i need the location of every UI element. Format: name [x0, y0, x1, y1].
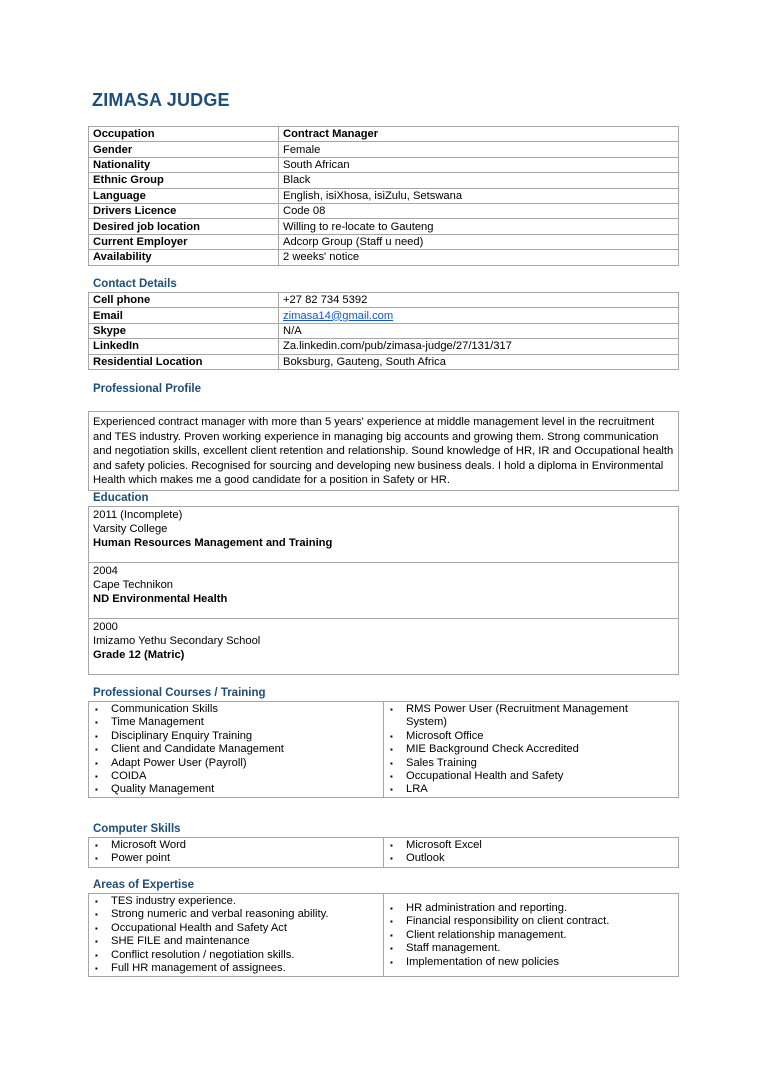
- list-item: ▪ Staff management.: [386, 942, 676, 955]
- field-label: Skype: [89, 323, 279, 338]
- field-value: Black: [279, 173, 679, 188]
- field-value: +27 82 734 5392: [279, 293, 679, 308]
- list-item: ▪ Microsoft Word: [91, 839, 381, 852]
- field-value: Code 08: [279, 203, 679, 218]
- education-entry: [88, 563, 679, 619]
- table-row: [89, 323, 679, 338]
- table-row: [89, 354, 679, 369]
- email-link[interactable]: zimasa14@gmail.com: [283, 309, 394, 322]
- field-label: Drivers Licence: [89, 203, 279, 218]
- section-title: Areas of Expertise: [93, 879, 194, 891]
- education-entry: [88, 506, 679, 563]
- education-institution: Imizamo Yethu Secondary School: [93, 635, 261, 647]
- courses-section: [88, 686, 679, 798]
- table-row: [89, 234, 679, 249]
- education-year: 2004: [93, 565, 118, 577]
- list-item: ▪ HR administration and reporting.: [386, 902, 676, 915]
- list-item: ▪ Full HR management of assignees.: [91, 962, 381, 975]
- expertise-left-column: [89, 894, 384, 976]
- table-row: [89, 250, 679, 265]
- list-item: ▪ Occupational Health and Safety Act: [91, 922, 381, 935]
- courses-table: [88, 701, 679, 798]
- list-item: ▪ RMS Power User (Recruitment Management: [386, 703, 676, 716]
- education-year: 2011 (Incomplete): [93, 509, 183, 521]
- list-item: ▪ Microsoft Office: [386, 730, 676, 743]
- list-item: ▪ Power point: [91, 852, 381, 865]
- field-label: Cell phone: [89, 293, 279, 308]
- table-row: [89, 173, 679, 188]
- table-row: [89, 339, 679, 354]
- field-value: 2 weeks' notice: [279, 250, 679, 265]
- field-label: LinkedIn: [89, 339, 279, 354]
- field-label: Residential Location: [89, 354, 279, 369]
- list-item: ▪ TES industry experience.: [91, 895, 381, 908]
- list-item: ▪ LRA: [386, 783, 676, 796]
- section-title: Computer Skills: [93, 823, 181, 835]
- section-title: Education: [93, 492, 149, 504]
- field-label: Availability: [89, 250, 279, 265]
- personal-details-table: [88, 126, 679, 266]
- field-label: Email: [89, 308, 279, 323]
- candidate-name: ZIMASA JUDGE: [92, 90, 230, 110]
- table-row: [89, 127, 679, 142]
- contact-details-section: [88, 277, 679, 370]
- list-item: ▪ Implementation of new policies: [386, 956, 676, 969]
- field-label: Gender: [89, 142, 279, 157]
- list-item: ▪ Communication Skills: [91, 703, 381, 716]
- field-label: Occupation: [89, 127, 279, 142]
- section-title: Contact Details: [93, 278, 177, 290]
- table-row: [89, 308, 679, 323]
- list-item: ▪ MIE Background Check Accredited: [386, 743, 676, 756]
- table-row: [89, 157, 679, 172]
- list-item-continuation: System): [406, 716, 448, 729]
- field-value: Willing to re-locate to Gauteng: [279, 219, 679, 234]
- list-item: ▪ Financial responsibility on client contract.: [386, 915, 676, 928]
- field-value: English, isiXhosa, isiZulu, Setswana: [279, 188, 679, 203]
- field-value: Boksburg, Gauteng, South Africa: [279, 354, 679, 369]
- list-item: ▪ Conflict resolution / negotiation skills.: [91, 949, 381, 962]
- list-item: ▪ Time Management: [91, 716, 381, 729]
- professional-profile-section: [88, 382, 679, 491]
- list-item: ▪ Disciplinary Enquiry Training: [91, 730, 381, 743]
- field-label: Language: [89, 188, 279, 203]
- list-item: ▪ Client and Candidate Management: [91, 743, 381, 756]
- courses-right-column: [384, 702, 678, 797]
- field-value: Female: [279, 142, 679, 157]
- field-label: Ethnic Group: [89, 173, 279, 188]
- education-year: 2000: [93, 621, 118, 633]
- list-item: ▪ Adapt Power User (Payroll): [91, 757, 381, 770]
- list-item: ▪ Outlook: [386, 852, 676, 865]
- email-link-cell: [279, 308, 679, 323]
- field-value: Contract Manager: [279, 127, 679, 142]
- computer-skills-section: [88, 822, 679, 868]
- list-item: ▪ SHE FILE and maintenance: [91, 935, 381, 948]
- field-value: N/A: [279, 323, 679, 338]
- table-row: [89, 203, 679, 218]
- education-institution: Varsity College: [93, 523, 168, 535]
- list-item: ▪ Strong numeric and verbal reasoning ability.: [91, 908, 381, 921]
- expertise-section: [88, 878, 679, 977]
- table-row: [89, 188, 679, 203]
- computer-left-column: [89, 838, 384, 867]
- field-value: Adcorp Group (Staff u need): [279, 234, 679, 249]
- table-row: [89, 219, 679, 234]
- profile-text: Experienced contract manager with more than 5 years' experience at middle management level in the recruitment and TES industry. Proven working experience in managing big accounts and growing them. Strong communication and negotiation skills, excellent client retention and relationship. Sound knowledge of HR, IR and Occupational health and safety policies. Recognised for sourcing and developing new business deals. I hold a diploma in Environmental Health which makes me a good candidate for a position in Safety or HR.: [88, 411, 679, 491]
- field-label: Nationality: [89, 157, 279, 172]
- field-value: South African: [279, 157, 679, 172]
- field-label: Current Employer: [89, 234, 279, 249]
- list-item: ▪ Microsoft Excel: [386, 839, 676, 852]
- education-qualification: Grade 12 (Matric): [93, 649, 185, 661]
- list-item: ▪ Quality Management: [91, 783, 381, 796]
- list-item: ▪ Sales Training: [386, 757, 676, 770]
- computer-right-column: [384, 838, 678, 867]
- contact-details-table: [88, 292, 679, 370]
- education-qualification: Human Resources Management and Training: [93, 537, 333, 549]
- education-institution: Cape Technikon: [93, 579, 174, 591]
- field-value: Za.linkedin.com/pub/zimasa-judge/27/131/317: [279, 339, 679, 354]
- field-label: Desired job location: [89, 219, 279, 234]
- list-item: ▪ Client relationship management.: [386, 929, 676, 942]
- list-item: ▪ Occupational Health and Safety: [386, 770, 676, 783]
- section-title: Professional Profile: [93, 383, 202, 395]
- education-section: [88, 491, 679, 675]
- education-qualification: ND Environmental Health: [93, 593, 228, 605]
- courses-left-column: [89, 702, 384, 797]
- expertise-right-column: [384, 894, 678, 976]
- expertise-table: [88, 893, 679, 977]
- table-row: [89, 142, 679, 157]
- table-row: [89, 293, 679, 308]
- personal-details-section: [88, 126, 679, 266]
- education-entry: [88, 619, 679, 675]
- computer-skills-table: [88, 837, 679, 868]
- list-item: ▪ COIDA: [91, 770, 381, 783]
- section-title: Professional Courses / Training: [93, 687, 266, 699]
